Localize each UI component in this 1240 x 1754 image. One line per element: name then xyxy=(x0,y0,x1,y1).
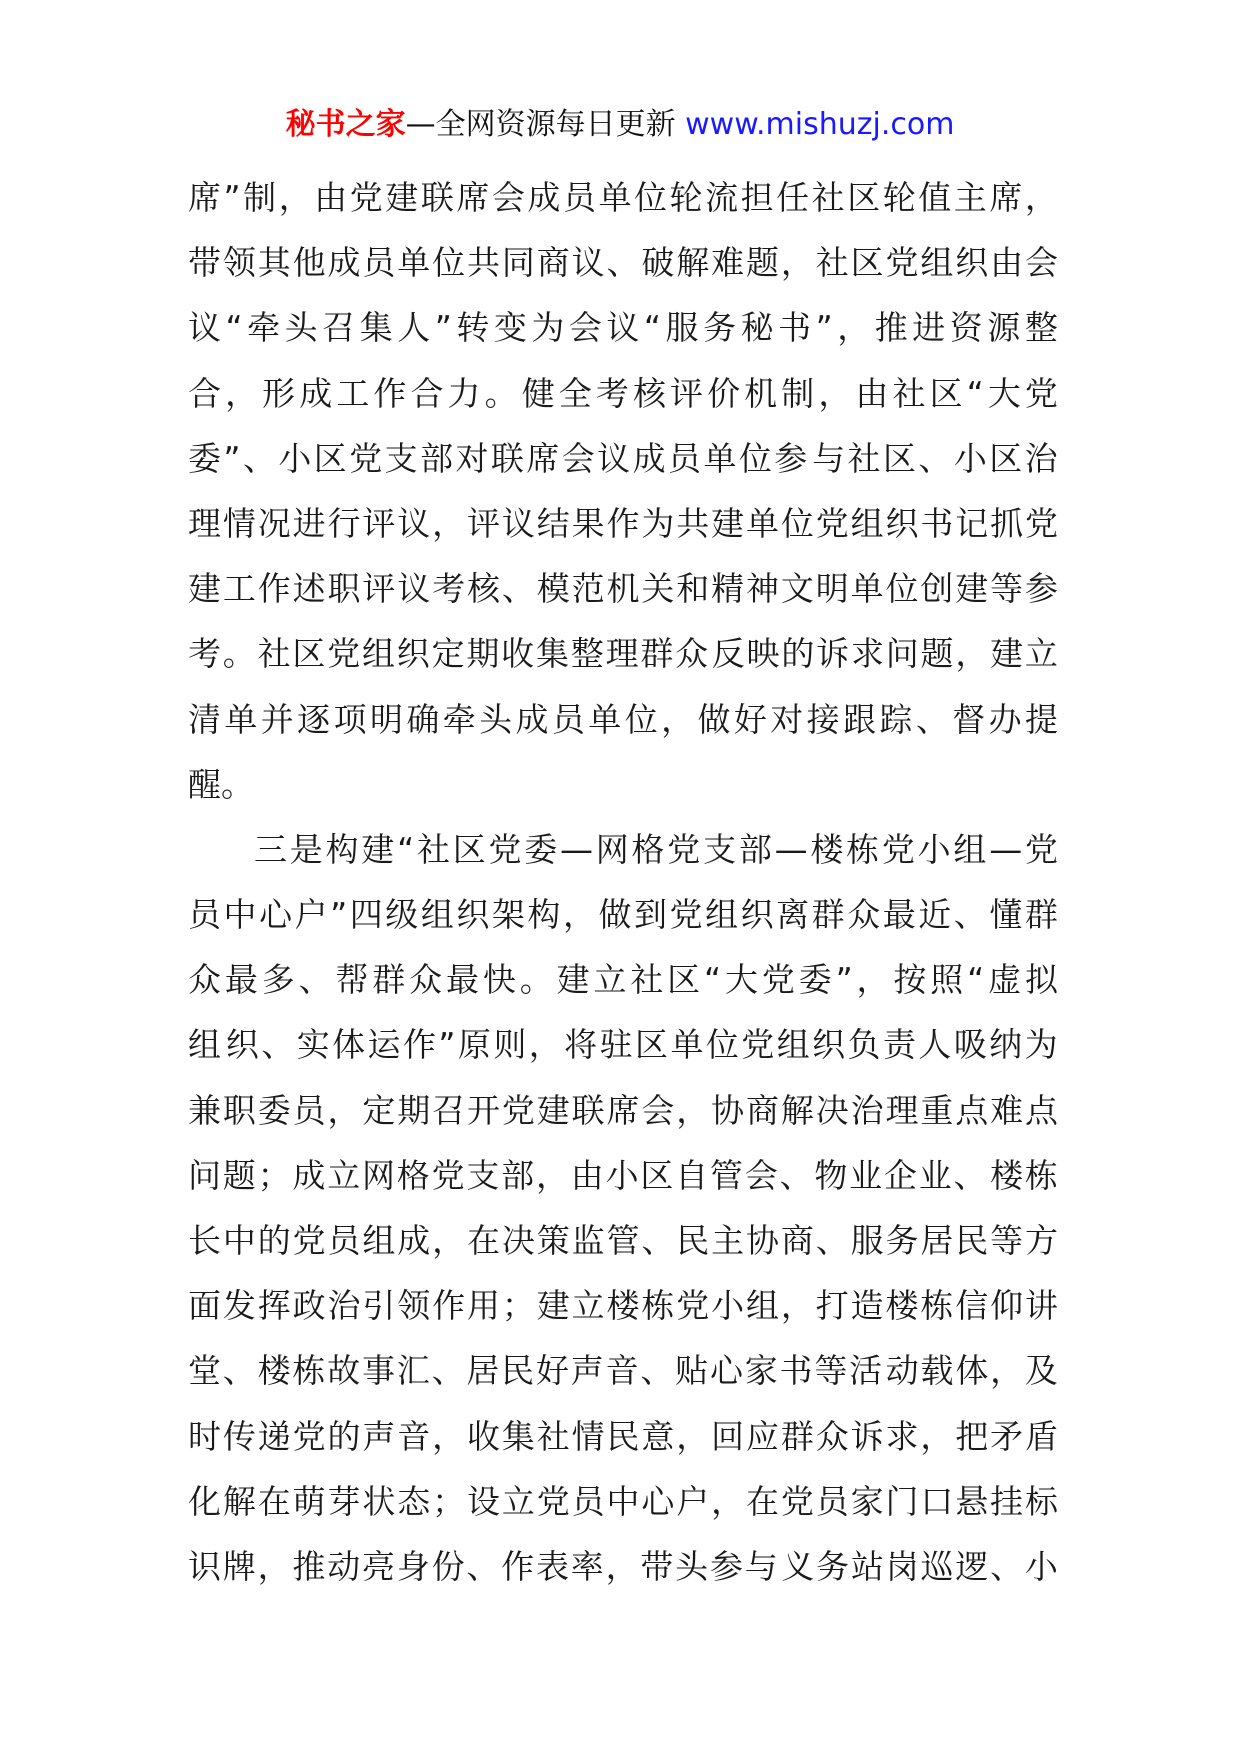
text-line: 时 传 递 党 的 声 音 ， 收 集 社 情 民 意 ， 回 应 群 众 诉 求 ， 把 矛 盾 xyxy=(188,1416,1058,1456)
document-body xyxy=(188,165,1058,1599)
text-line: 化 解 在 萌 芽 状 态 ； 设 立 党 员 中 心 户 ， 在 党 员 家 门 口 悬 挂 标 xyxy=(188,1481,1058,1521)
text-line: 长 中 的 党 员 组 成 ， 在 决 策 监 管 、 民 主 协 商 、 服 务 居 民 等 方 xyxy=(188,1221,1058,1260)
text-line: 三 是 构 建 “ 社 区 党 委 — 网 格 党 支 部 — 楼 栋 党 小 组 — 党 xyxy=(254,829,1058,869)
text-line: 席 ” 制 ， 由 党 建 联 席 会 成 员 单 位 轮 流 担 任 社 区 轮 值 主 席 ， xyxy=(188,178,1058,217)
text-line: 委 ” 、 小 区 党 支 部 对 联 席 会 议 成 员 单 位 参 与 社 区 、 小 区 治 xyxy=(188,438,1058,478)
text-line: 员 中 心 户 ” 四 级 组 织 架 构 ， 做 到 党 组 织 离 群 众 最 近 、 懂 群 xyxy=(188,895,1058,935)
text-line: 面 发 挥 政 治 引 领 作 用 ； 建 立 楼 栋 党 小 组 ， 打 造 楼 栋 信 仰 讲 xyxy=(188,1286,1058,1326)
text-line: 清 单 并 逐 项 明 确 牵 头 成 员 单 位 ， 做 好 对 接 跟 踪 、 督 办 提 xyxy=(188,699,1058,739)
text-line: 建 工 作 述 职 评 议 考 核 、 模 范 机 关 和 精 神 文 明 单 位 创 建 等 参 xyxy=(188,569,1058,609)
header-tagline: —全网资源每日更新 xyxy=(405,107,686,142)
text-line: 合 ， 形 成 工 作 合 力 。 健 全 考 核 评 价 机 制 ， 由 社 区 “ 大 党 xyxy=(188,373,1058,413)
text-line: 理 情 况 进 行 评 议 ， 评 议 结 果 作 为 共 建 单 位 党 组 织 书 记 抓 党 xyxy=(188,503,1058,543)
text-line: 带 领 其 他 成 员 单 位 共 同 商 议 、 破 解 难 题 ， 社 区 党 组 织 由 会 xyxy=(188,243,1058,283)
text-line: 醒 。 xyxy=(188,764,254,804)
text-line: 兼 职 委 员 ， 定 期 召 开 党 建 联 席 会 ， 协 商 解 决 治 理 重 点 难 点 xyxy=(188,1090,1058,1130)
text-line: 议 “ 牵 头 召 集 人 ” 转 变 为 会 议 “ 服 务 秘 书 ” ， 推 进 资 源 整 xyxy=(188,308,1058,348)
text-line: 问 题 ； 成 立 网 格 党 支 部 ， 由 小 区 自 管 会 、 物 业 企 业 、 楼 栋 xyxy=(188,1155,1058,1195)
text-line: 识 牌 ， 推 动 亮 身 份 、 作 表 率 ， 带 头 参 与 义 务 站 岗 巡 逻 、 小 xyxy=(188,1546,1058,1586)
header-url[interactable]: www.mishuzj.com xyxy=(685,107,955,142)
header-brand: 秘书之家 xyxy=(285,107,406,142)
text-line: 众 最 多 、 帮 群 众 最 快 。 建 立 社 区 “ 大 党 委 ” ， 按 照 “ 虚 拟 xyxy=(188,960,1058,1000)
text-line: 组 织 、 实 体 运 作 ” 原 则 ， 将 驻 区 单 位 党 组 织 负 责 人 吸 纳 为 xyxy=(188,1025,1058,1065)
text-line: 考 。 社 区 党 组 织 定 期 收 集 整 理 群 众 反 映 的 诉 求 问 题 ， 建 立 xyxy=(188,634,1058,674)
text-line: 堂 、 楼 栋 故 事 汇 、 居 民 好 声 音 、 贴 心 家 书 等 活 动 载 体 ， 及 xyxy=(188,1351,1058,1391)
page-header xyxy=(0,100,1240,150)
